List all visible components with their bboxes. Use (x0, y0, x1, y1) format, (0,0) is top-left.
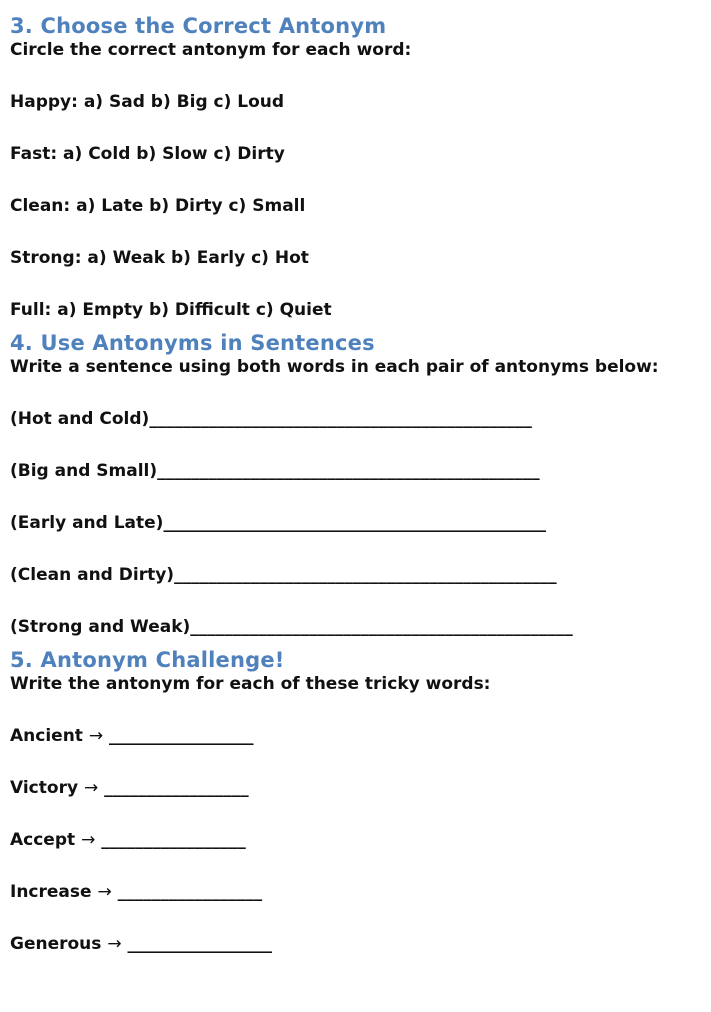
section-3-instruction: Circle the correct antonym for each word: (10, 40, 412, 60)
answer-blank[interactable]: _________________ (101, 830, 246, 850)
section-4-instruction: Write a sentence using both words in each pair of antonyms below: (10, 357, 659, 377)
challenge-item-5 (10, 933, 711, 955)
antonym-pair: (Clean and Dirty) (10, 565, 175, 585)
antonym-pair: (Early and Late) (10, 513, 164, 533)
antonym-question-2: Fast: a) Cold b) Slow c) Dirty (10, 144, 285, 164)
answer-blank[interactable]: _________________ (127, 934, 272, 954)
right-arrow-icon: → (83, 778, 99, 798)
sentence-prompt-3 (10, 512, 711, 534)
right-arrow-icon: → (88, 726, 104, 746)
antonym-pair: (Strong and Weak) (10, 617, 191, 637)
right-arrow-icon: → (97, 882, 112, 902)
antonym-question-1: Happy: a) Sad b) Big c) Loud (10, 92, 285, 112)
answer-blank[interactable]: _____________________________________________ (174, 565, 557, 585)
challenge-item-2 (10, 777, 711, 799)
worksheet-page (10, 13, 711, 985)
challenge-word: Ancient (10, 726, 83, 746)
answer-blank[interactable]: _____________________________________________ (163, 513, 546, 533)
answer-blank[interactable]: _____________________________________________ (149, 409, 532, 429)
section-5-heading: 5. Antonym Challenge! (10, 648, 285, 672)
antonym-pair: (Hot and Cold) (10, 409, 150, 429)
answer-blank[interactable]: _____________________________________________ (157, 461, 540, 481)
sentence-prompt-2 (10, 460, 711, 482)
challenge-item-1 (10, 725, 711, 747)
right-arrow-icon: → (81, 830, 96, 850)
antonym-question-5: Full: a) Empty b) Difficult c) Quiet (10, 300, 332, 320)
antonym-pair: (Big and Small) (10, 461, 158, 481)
answer-blank[interactable]: _________________ (109, 726, 254, 746)
challenge-word: Increase (10, 882, 92, 902)
challenge-item-4 (10, 881, 711, 903)
section-5-instruction: Write the antonym for each of these tricky words: (10, 674, 491, 694)
sentence-prompt-4 (10, 564, 711, 586)
antonym-question-4: Strong: a) Weak b) Early c) Hot (10, 248, 309, 268)
antonym-question-3: Clean: a) Late b) Dirty c) Small (10, 196, 306, 216)
challenge-word: Victory (10, 778, 79, 798)
right-arrow-icon: → (107, 934, 122, 954)
challenge-word: Accept (10, 830, 76, 850)
section-3-heading: 3. Choose the Correct Antonym (10, 14, 387, 38)
sentence-prompt-1 (10, 408, 711, 430)
challenge-word: Generous (10, 934, 102, 954)
answer-blank[interactable]: _____________________________________________ (190, 617, 573, 637)
answer-blank[interactable]: _________________ (104, 778, 249, 798)
challenge-item-3 (10, 829, 711, 851)
answer-blank[interactable]: _________________ (117, 882, 263, 902)
section-4-heading: 4. Use Antonyms in Sentences (10, 331, 375, 355)
sentence-prompt-5 (10, 616, 711, 638)
